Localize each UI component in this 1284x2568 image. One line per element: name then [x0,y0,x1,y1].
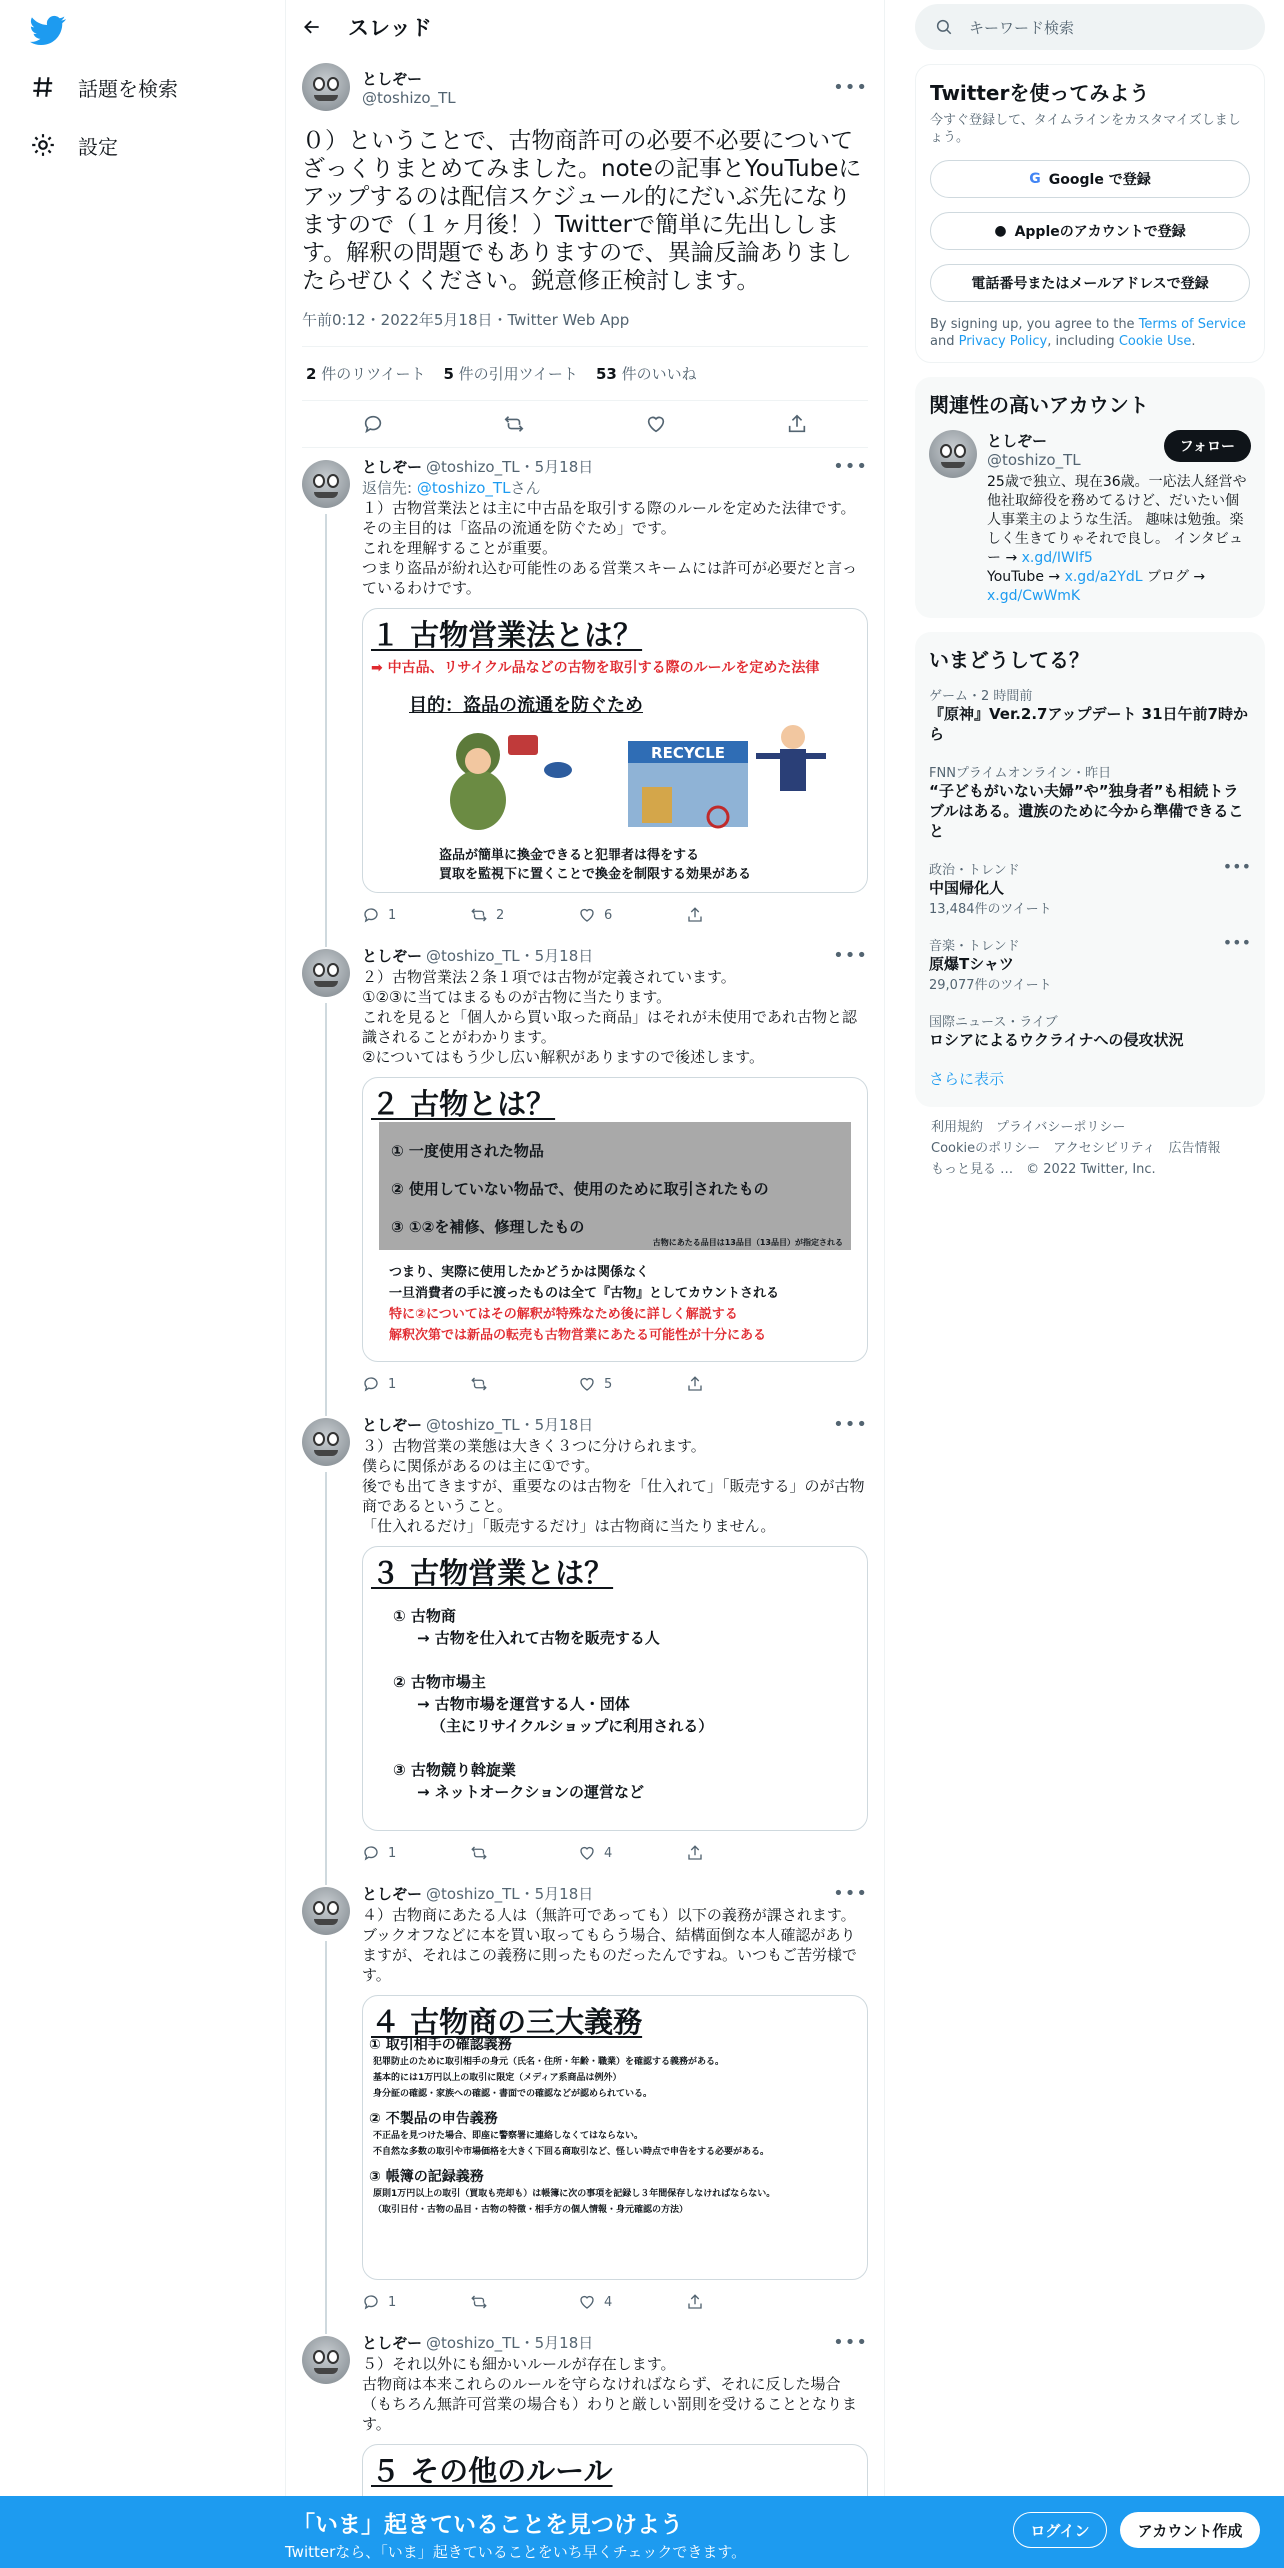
apple-signup-button[interactable]: ● Appleのアカウントで登録 [930,212,1250,250]
avatar[interactable] [302,1887,350,1935]
author-name[interactable]: としぞー [362,1416,423,1434]
search-icon [935,18,953,36]
author-name[interactable]: としぞー [362,1885,423,1903]
quote-count[interactable]: 5 件の引用ツイート [443,365,578,383]
copyright: © 2022 Twitter, Inc. [1026,1162,1156,1177]
trend-item[interactable]: 国際ニュース・ライブ ロシアによるウクライナへの侵攻状況 [929,1015,1184,1049]
reply-button[interactable]: 1 [362,906,470,924]
retweet-icon [470,2293,488,2311]
thread-connector [325,1472,327,1885]
signup-terms: By signing up, you agree to the Terms of Service and Privacy Policy, including Cookie Use. [930,317,1246,349]
like-button[interactable]: 4 [578,1844,686,1862]
search-placeholder: キーワード検索 [969,18,1075,37]
tweet-stats [302,347,868,401]
author-name[interactable]: としぞー [362,458,423,476]
gear-icon [30,132,56,158]
trends-title: いまどうしてる？ [929,648,1089,672]
twitter-logo-icon[interactable] [30,12,66,48]
thread-tweet[interactable] [286,1875,884,2324]
tweet-meta[interactable]: @toshizo_TL・5月18日 [426,947,594,965]
reply-icon [362,1375,380,1393]
avatar[interactable] [929,430,977,478]
like-count[interactable]: 53 件のいいね [595,365,697,383]
phone-signup-button[interactable]: 電話番号またはメールアドレスで登録 [930,264,1250,302]
image-note: つまり、実際に使用したかどうかは関係なく 一旦消費者の手に渡ったものは全て『古物』としてカウントされる 特に②についてはその解釈が特殊なため後に詳しく解説する 解釈次第では新品の転売も古物営業にあたる可能性が十分にある [389,1265,780,1343]
thread-header [286,0,884,53]
footer-link[interactable]: 広告情報 [1168,1141,1221,1156]
retweet-count[interactable]: 2 件のリツイート [306,365,426,383]
tweet-timestamp[interactable]: 午前0:12・2022年5月18日・Twitter Web App [302,309,868,347]
image-note: 盗品が簡単に換金できると犯罪者は得をする 買取を監視下に置くことで換金を制限する効果がある [439,848,752,882]
thread-connector [325,1941,327,2334]
image-body: ① 取引相手の確認義務 犯罪防止のために取引相手の身元（氏名・住所・年齢・職業）を確認する義務がある。 基本的には1万円以上の取引に限定（メディア系商品は例外） 身分証の確認・家族への確認・書面での確認などが認められている。 ② 不製品の申告義務 不正品を見つけた場合、即座に警察署に連絡しなくてはならない。 不自然な多数の取引や市場価格を大きく下回る商取引など、怪しい時点で申告をする必要がある。 ③ 帳簿の記録義務 原則1万円以上の取引（買取も売却も）は帳簿に次の事項を記録し３年間保存しなければならない。 （取引日付・古物の品目・古物の特徴・相手方の個人情報・身元確認の方法） [369,2037,776,2215]
like-icon [578,2293,596,2311]
share-icon [686,906,704,924]
signup-subtitle: 今すぐ登録して、タイムラインをカスタマイズしましょう。 [930,113,1241,145]
share-button[interactable] [686,1375,794,1393]
tweet-text: ３）古物営業の業態は大きく３つに分けられます。 僕らに関係があるのは主に①です。 後でも出てきますが、重要なのは古物を「仕入れて」「販売する」のが古物商であるということ。 「仕入れるだけ」「販売するだけ」は古物商に当たりません。 [362,1437,865,1535]
recycle-shop-illustration [628,717,828,837]
reply-button[interactable]: 1 [362,2293,470,2311]
nav-settings-label: 設定 [78,134,118,159]
reply-to: 返信先: @toshizo_TLさん [362,479,541,497]
main-column [285,0,885,2568]
like-button[interactable]: 6 [578,906,686,924]
avatar[interactable] [302,460,350,508]
google-signup-button[interactable]: G Google で登録 [930,160,1250,198]
like-icon[interactable] [645,413,667,435]
related-name[interactable]: としぞー [987,432,1048,450]
author-name[interactable]: としぞー [362,947,423,965]
nav-settings[interactable] [30,120,118,170]
share-icon [686,2293,704,2311]
retweet-button[interactable]: 2 [470,906,578,924]
bio-link[interactable]: x.gd/CwWmK [987,588,1081,604]
tweet-text: ２）古物営業法２条１項では古物が定義されています。 ①②③に当てはまるものが古物に当たります。 これを見ると「個人から買い取った商品」はそれが未使用であれ古物と認識されることがわかります。 ②についてはもう少し広い解釈がありますので後述します。 [362,968,858,1066]
share-button[interactable] [686,1844,794,1862]
nav-explore-label: 話題を検索 [78,76,178,101]
retweet-icon [470,1375,488,1393]
tweet-text: ０）ということで、古物商許可の必要不必要についてざっくりまとめてみました。noteの記事とYouTubeにアップするのは配信スケジュール的にだいぶ先になりますので（１ヶ月後！）Twitterで簡単に先出しします。解釈の問題でもありますので、異論反論ありましたらぜひくください。鋭意修正検討します。 [302,128,862,294]
more-options-icon[interactable]: ••• [833,945,868,966]
tweet-actions [362,1362,868,1406]
reply-to-link[interactable]: @toshizo_TL [416,479,511,497]
retweet-icon [470,1844,488,1862]
right-sidebar [915,0,1265,1180]
search-input[interactable] [915,4,1265,50]
tweet-actions [362,893,868,937]
retweet-button[interactable] [470,2293,578,2311]
image-body: ① 古物商 → 古物を仕入れて古物を販売する人 ② 古物市場主 → 古物市場を運営する人・団体 （主にリサイクルショップに利用される） ③ 古物競り斡旋業 → ネットオークションの運営など [393,1607,714,1801]
tweet-actions [362,2280,868,2324]
reply-button[interactable]: 1 [362,1844,470,1862]
footer-link[interactable]: Cookieのポリシー [931,1141,1041,1156]
banner-subtitle: Twitterなら、「いま」起きていることをいち早くチェックできます。 [285,2543,747,2561]
left-nav [0,0,285,2568]
image-title: １ 古物営業法とは？ [371,618,643,652]
trends-box [915,632,1265,1107]
privacy-link[interactable]: Privacy Policy [958,334,1048,349]
share-icon [686,1844,704,1862]
tweet-actions [362,1831,868,1875]
trend-item[interactable]: 音楽・トレンド 原爆Tシャツ 29,077件のツイート ••• [929,933,1251,993]
trend-item[interactable]: ゲーム・2 時間前 『原神』Ver.2.7アップデート 31日午前7時から [929,689,1248,743]
image-purpose: 目的：盗品の流通を防ぐため [409,695,643,716]
share-button[interactable] [686,2293,794,2311]
login-banner [0,2496,1284,2568]
thread-tweet[interactable] [286,937,884,1406]
tweet-meta[interactable]: @toshizo_TL・5月18日 [426,458,594,476]
bio-link[interactable]: x.gd/a2YdL [1064,569,1143,585]
reply-icon [362,2293,380,2311]
like-icon [578,1375,596,1393]
like-button[interactable]: 5 [578,1375,686,1393]
hashtag-icon [30,74,56,100]
more-options-icon[interactable]: ••• [833,1414,868,1435]
reply-icon [362,906,380,924]
tweet-text: ４）古物商にあたる人は（無許可であっても）以下の義務が課されます。 ブックオフなどに本を買い取ってもらう場合、結構面倒な本人確認がありますが、それはこの義務に則ったものだったんですね。いつもご苦労様です。 [362,1906,858,1984]
author-handle[interactable]: @toshizo_TL [362,88,456,107]
cookie-link[interactable]: Cookie Use [1118,334,1192,349]
tweet-meta[interactable]: @toshizo_TL・5月18日 [426,2334,594,2352]
image-line: ➡ 中古品、リサイクル品などの古物を取引する際のルールを定めた法律 [371,660,820,676]
thief-illustration [423,725,583,835]
retweet-icon[interactable] [503,413,525,435]
thread-connector [325,514,327,947]
share-icon [686,1375,704,1393]
like-icon [578,1844,596,1862]
tweet-image[interactable] [362,1546,868,1831]
thread-connector [325,1003,327,1416]
follow-button[interactable]: フォロー [1164,430,1251,462]
like-icon [578,906,596,924]
more-options-icon[interactable]: ••• [833,1883,868,1904]
thread-tweet[interactable] [286,448,884,937]
image-title: ４ 古物商の三大義務 [371,2005,643,2039]
trend-item[interactable]: 政治・トレンド 中国帰化人 13,484件のツイート ••• [929,857,1251,917]
apple-icon: ● [994,223,1007,239]
terms-link[interactable]: Terms of Service [1138,317,1246,332]
avatar[interactable] [302,1418,350,1466]
nav-explore[interactable] [30,62,178,112]
trend-item[interactable]: FNNプライムオンライン・昨日 “子どもがいない夫婦”や”独身者”も相続トラブルはある。遺族のために今から準備できること [929,766,1244,840]
retweet-button[interactable] [470,1375,578,1393]
tweet-image[interactable] [362,1077,868,1362]
avatar[interactable] [302,63,350,111]
more-options-icon[interactable]: ••• [1222,933,1251,952]
like-button[interactable]: 4 [578,2293,686,2311]
footer-link[interactable]: もっと見る … [931,1162,1014,1177]
footer-link[interactable]: アクセシビリティ [1053,1141,1156,1156]
tweet-meta[interactable]: @toshizo_TL・5月18日 [426,1885,594,1903]
bio-link[interactable]: x.gd/IWIf5 [1021,550,1093,566]
related-accounts [915,377,1265,618]
definition-box: ① 一度使用された物品 ② 使用していない物品で、使用のために取引されたもの ③ ①②を補修、修理したもの 古物にあたる品目は13品目（13品目）が指定される [379,1122,851,1250]
retweet-icon [470,906,488,924]
reply-icon [362,1844,380,1862]
footer-link[interactable]: プライバシーポリシー [996,1120,1126,1135]
tweet-text: １）古物営業法とは主に中古品を取引する際のルールを定めた法律です。 その主目的は「盗品の流通を防ぐため」です。 これを理解することが重要。 つまり盗品が紛れ込む可能性のある営業スキームには許可が必要だと言っているわけです。 [362,499,858,597]
more-options-icon[interactable]: ••• [833,2332,868,2353]
back-arrow-icon[interactable] [302,17,322,37]
image-title: ５ その他のルール [371,2454,613,2488]
retweet-button[interactable] [470,1844,578,1862]
show-more-link[interactable]: さらに表示 [929,1070,1005,1088]
related-handle[interactable]: @toshizo_TL [987,451,1081,469]
author-name[interactable]: としぞー [362,2334,423,2352]
related-title: 関連性の高いアカウント [929,393,1149,417]
share-icon[interactable] [786,413,808,435]
tweet-image[interactable] [362,1995,868,2280]
recycle-sign: RECYCLE [651,744,725,762]
signup-button[interactable]: アカウント作成 [1120,2512,1260,2548]
reply-icon[interactable] [362,413,384,435]
image-title: ２ 古物とは？ [371,1087,556,1121]
avatar[interactable] [302,949,350,997]
footer-link[interactable]: 利用規約 [931,1120,984,1135]
google-icon: G [1029,171,1041,187]
tweet-actions [302,401,868,448]
thread-tweet[interactable] [286,1406,884,1875]
more-options-icon[interactable]: ••• [1222,857,1251,876]
page-title: スレッド [348,15,432,40]
footer-links [915,1117,1265,1180]
more-options-icon[interactable]: ••• [833,456,868,477]
image-title: ３ 古物営業とは？ [371,1556,614,1590]
banner-title: 「いま」起きていることを見つけよう [292,2512,683,2538]
avatar[interactable] [302,2336,350,2384]
tweet-text: ５）それ以外にも細かいルールが存在します。 古物商は本来これらのルールを守らなければならず、それに反した場合（もちろん無許可営業の場合も）わりと厳しい罰則を受けることとなります。 [362,2355,858,2433]
signup-title: Twitterを使ってみよう [930,81,1150,105]
tweet-meta[interactable]: @toshizo_TL・5月18日 [426,1416,594,1434]
more-options-icon[interactable]: ••• [833,76,868,98]
author-name[interactable]: としぞー [362,69,423,88]
related-bio: 25歳で独立、現在36歳。一応法人経営や他社取締役を務めてるけど、だいたい個人事業主のような生活。 趣味は勉強。楽しく生きてりゃそれで良し。 インタビュー → x.gd/IWIf5 YouTube → x.gd/a2YdL ブログ → x.gd/CwWmK [987,474,1247,604]
tweet-image[interactable] [362,608,868,893]
reply-button[interactable]: 1 [362,1375,470,1393]
share-button[interactable] [686,906,794,924]
focused-tweet [286,53,884,448]
signup-box [915,64,1265,363]
login-button[interactable]: ログイン [1013,2512,1107,2548]
